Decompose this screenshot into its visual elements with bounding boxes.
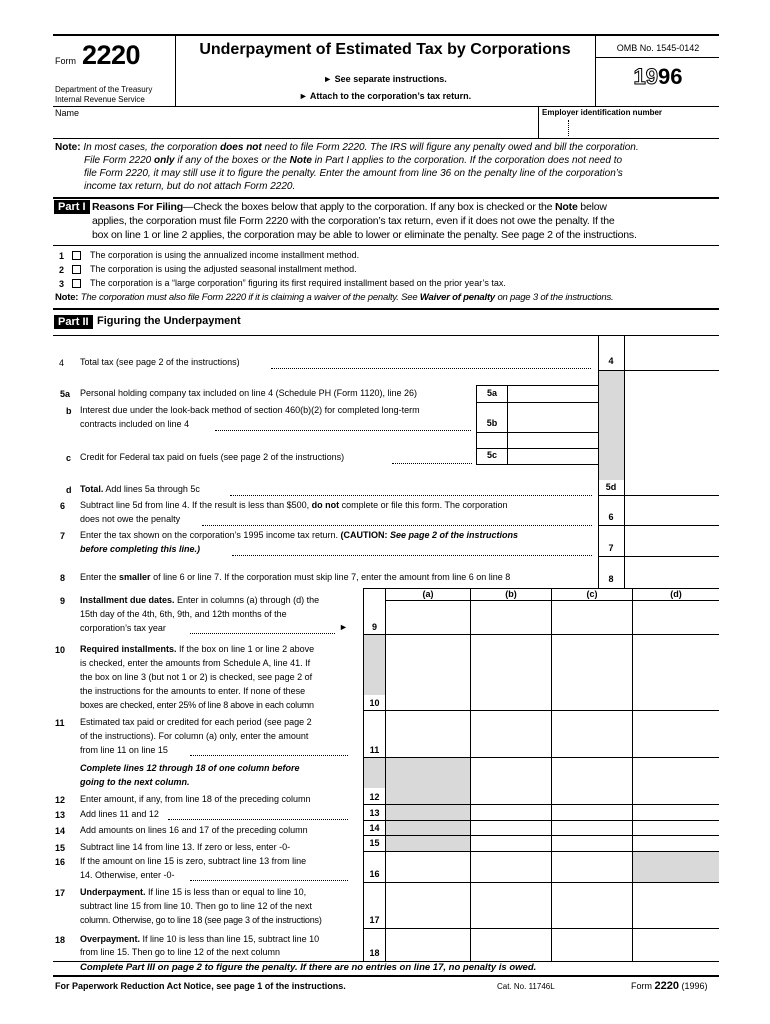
line9-bold: Installment due dates. xyxy=(80,595,175,605)
omb-number: OMB No. 1545-0142 xyxy=(616,43,700,53)
note-label: Note: xyxy=(55,142,81,153)
table-divider-b xyxy=(470,588,471,961)
complete-instruction-1: Complete lines 12 through 18 of one column before xyxy=(80,763,300,773)
line10-number: 10 xyxy=(55,645,66,655)
dept-line2: Internal Revenue Service xyxy=(55,95,145,104)
part1-label: Part I xyxy=(54,200,90,214)
footer-form xyxy=(631,980,708,992)
line6-text1 xyxy=(80,499,508,512)
line18-number: 18 xyxy=(55,935,66,945)
ein-field[interactable] xyxy=(541,120,717,136)
line8-box: 8 xyxy=(608,574,614,584)
line14-box: 14 xyxy=(369,823,380,833)
line12-number: 12 xyxy=(55,795,66,805)
part1-note-label: Note: xyxy=(55,292,79,303)
line7-leader xyxy=(232,555,592,556)
note-text: income tax return, but do not attach Form 2220. xyxy=(84,181,296,192)
line16-text1: If the amount on line 15 is zero, subtract line 13 from line xyxy=(80,856,307,866)
line18-box: 18 xyxy=(369,948,380,958)
year-suffix: 96 xyxy=(658,64,683,89)
tax-year xyxy=(598,64,718,90)
line15-box: 15 xyxy=(369,838,380,848)
ein-divider xyxy=(538,106,539,138)
line8-text-part: smaller xyxy=(119,572,151,582)
table-divider-c xyxy=(551,588,552,961)
part1-text: —Check the boxes below that apply to the corporation. If any box is checked or the xyxy=(182,201,556,213)
line17-text1 xyxy=(80,886,306,899)
line15-number: 15 xyxy=(55,843,66,853)
right-amount-divider xyxy=(624,335,625,589)
reason-2-number: 2 xyxy=(59,265,65,275)
line5c-text: Credit for Federal tax paid on fuels (see page 2 of the instructions) xyxy=(80,452,345,462)
line17-text2: subtract line 15 from line 10. Then go to line 12 of the next xyxy=(80,901,312,911)
line17-box: 17 xyxy=(369,915,380,925)
line8-text-part: of line 6 or line 7. If the corporation must skip line 7, enter the amount from line 6 on line 8 xyxy=(150,572,511,582)
row16-rule xyxy=(363,882,719,883)
header-bottom-rule xyxy=(53,106,719,107)
omb-rule xyxy=(595,57,719,58)
note-text: does not xyxy=(220,142,262,153)
line5b-text1: Interest due under the look-back method of section 460(b)(2) for completed long-term xyxy=(80,405,420,415)
mid-amount-divider xyxy=(507,385,508,464)
part2-label: Part II xyxy=(54,315,93,329)
line7-text: (CAUTION: xyxy=(340,530,390,540)
line8-text xyxy=(80,571,510,584)
shaded-area xyxy=(599,370,624,480)
line5b-number: b xyxy=(66,406,72,416)
note-text: File Form 2220 xyxy=(84,155,155,166)
header-divider-right xyxy=(595,34,596,106)
instructions-line1: ► See separate instructions. xyxy=(323,74,447,84)
line9-col-b[interactable] xyxy=(471,602,551,633)
line11-number: 11 xyxy=(55,718,65,728)
line18-bold: Overpayment. xyxy=(80,934,141,944)
reason-3-checkbox[interactable] xyxy=(72,279,81,288)
row13-rule xyxy=(363,820,719,821)
line11-text2: of the instructions). For column (a) only, enter the amount xyxy=(80,731,309,741)
line7-amount[interactable] xyxy=(626,527,718,555)
line4-number: 4 xyxy=(59,358,65,368)
line10-text1 xyxy=(80,643,314,656)
line10-text3: the box on line 3 (but not 1 or 2) is checked, see page 2 of xyxy=(80,672,313,682)
line6-number: 6 xyxy=(60,501,66,511)
line9-col-a[interactable] xyxy=(386,602,470,633)
row11-rule xyxy=(363,757,719,758)
note-text: need to file Form 2220. The IRS will figure any penalty owed and bill the corporation. xyxy=(261,142,639,153)
line13-number: 13 xyxy=(55,810,66,820)
reason-2-checkbox[interactable] xyxy=(72,265,81,274)
line8-text-part: Enter the xyxy=(80,572,120,582)
row10-rule xyxy=(363,710,719,711)
line5b-leader xyxy=(215,430,471,431)
year-prefix: 19 xyxy=(633,64,658,89)
final-instruction: Complete Part III on page 2 to figure the penalty. If there are no entries on line 17, no penalty is owed. xyxy=(80,962,537,973)
name-bottom-rule xyxy=(53,138,719,139)
footer-form-number: 2220 xyxy=(654,980,679,992)
mid-box-divider xyxy=(476,385,477,464)
line11-text1: Estimated tax paid or credited for each period (see page 2 xyxy=(80,717,312,727)
part1-intro xyxy=(92,200,720,242)
line5d-bold: Total. xyxy=(80,484,104,494)
line9-leader xyxy=(190,633,335,634)
column-b-header: (b) xyxy=(505,589,517,599)
dept-line1: Department of the Treasury xyxy=(55,85,153,94)
column-d-header: (d) xyxy=(670,589,682,599)
line5d-box: 5d xyxy=(605,482,617,492)
line14-number: 14 xyxy=(55,826,66,836)
line5c-amount[interactable] xyxy=(509,449,597,463)
ein-label: Employer identification number xyxy=(542,108,663,117)
name-label: Name xyxy=(55,108,80,118)
line5c-box: 5c xyxy=(486,450,497,460)
form-title: Underpayment of Estimated Tax by Corporations xyxy=(199,41,571,58)
line16-leader xyxy=(190,880,348,881)
line7-text: Enter the tax shown on the corporation’s 1995 income tax return. xyxy=(80,530,341,540)
line13-leader xyxy=(168,819,348,820)
line17-bold: Underpayment. xyxy=(80,887,146,897)
line6-rule xyxy=(598,525,719,526)
line4-box: 4 xyxy=(608,356,614,366)
line7-text1 xyxy=(80,529,518,542)
reason-1-number: 1 xyxy=(59,251,65,261)
note-text: file Form 2220, it may still use it to figure the penalty. Enter the amount from line 36 on the penalty line of the corporation’s xyxy=(84,168,623,179)
part1-text: Note xyxy=(555,201,578,213)
note-text: if any of the boxes or the xyxy=(174,155,290,166)
note-text: In most cases, the corporation xyxy=(83,142,221,153)
line5d-rest: Add lines 5a through 5c xyxy=(103,484,200,494)
line9-text2: 15th day of the 4th, 6th, 9th, and 12th months of the xyxy=(80,609,287,619)
note-text: only xyxy=(154,155,175,166)
line11-text3: from line 11 on line 15 xyxy=(80,745,168,755)
line8-amount[interactable] xyxy=(626,557,718,587)
line9-box: 9 xyxy=(371,622,377,632)
line9-number: 9 xyxy=(60,596,66,606)
line18-text1 xyxy=(80,933,319,946)
line4-leader xyxy=(271,368,591,369)
row12-rule xyxy=(363,804,719,805)
line6-text: do not xyxy=(311,500,340,510)
line17-number: 17 xyxy=(55,888,66,898)
row15-rule xyxy=(363,851,719,852)
line5b-box: 5b xyxy=(486,418,498,428)
line6-amount[interactable] xyxy=(626,496,718,524)
line6-leader xyxy=(202,525,592,526)
line5c-leader xyxy=(392,463,472,464)
line10-text4: the instructions for the amounts to enter. If none of these xyxy=(80,686,306,696)
line9-col-c[interactable] xyxy=(552,602,632,633)
line8-number: 8 xyxy=(60,573,66,583)
part2-title: Figuring the Underpayment xyxy=(97,315,241,327)
line11-box: 11 xyxy=(369,745,380,755)
line5c-number: c xyxy=(66,453,72,463)
line5b-text2: contracts included on line 4 xyxy=(80,419,190,429)
line5a-box: 5a xyxy=(486,388,497,398)
reason-1-text: The corporation is using the annualized income installment method. xyxy=(90,250,360,260)
form-word: Form xyxy=(55,56,76,66)
line6-box: 6 xyxy=(608,512,614,522)
line4-amount[interactable] xyxy=(626,337,718,369)
line10-box: 10 xyxy=(369,698,380,708)
part2-top-rule xyxy=(53,308,719,310)
line18-text2: from line 15. Then go to line 12 of the next column xyxy=(80,947,280,957)
line7-box: 7 xyxy=(608,543,614,553)
line10-text5: boxes are checked, enter 25% of line 8 above in each column xyxy=(80,700,314,710)
line12-text: Enter amount, if any, from line 18 of the preceding column xyxy=(80,794,311,804)
line17-text3: column. Otherwise, go to line 18 (see page 3 of the instructions) xyxy=(80,915,322,925)
line5d-number: d xyxy=(66,485,72,495)
part1-title: Reasons For Filing xyxy=(92,201,183,213)
line5b-amount[interactable] xyxy=(509,403,597,431)
shade-col-d-16 xyxy=(633,851,719,882)
part2-rule xyxy=(53,335,719,336)
line17-rest: If line 15 is less than or equal to line 10, xyxy=(145,887,307,897)
line5a-text: Personal holding company tax included on line 4 (Schedule PH (Form 1120), line 26) xyxy=(80,388,418,398)
line6-text2: does not owe the penalty xyxy=(80,514,181,524)
name-field[interactable] xyxy=(56,118,536,136)
note-text: Note xyxy=(289,155,312,166)
row14-rule xyxy=(363,835,719,836)
shade-box-10 xyxy=(364,634,385,695)
part1-top-rule xyxy=(53,197,719,199)
row17-rule xyxy=(363,928,719,929)
line5a-amount[interactable] xyxy=(509,386,597,401)
line6-text: complete or file this form. The corporation xyxy=(339,500,508,510)
line12-box: 12 xyxy=(369,792,380,802)
line5a-number: 5a xyxy=(60,389,71,399)
complete-instruction-2: going to the next column. xyxy=(80,777,190,787)
part1-text: below xyxy=(577,201,607,213)
line15-text: Subtract line 14 from line 13. If zero or less, enter -0- xyxy=(80,842,291,852)
header-divider-left xyxy=(175,34,176,106)
line10-rest: If the box on line 1 or line 2 above xyxy=(176,644,315,654)
line5d-text xyxy=(80,483,200,496)
part1-note-text: Waiver of penalty xyxy=(419,292,495,303)
table-divider-d xyxy=(632,588,633,961)
line16-number: 16 xyxy=(55,857,66,867)
instructions-line2: ► Attach to the corporation’s tax return. xyxy=(298,91,472,101)
line13-text: Add lines 11 and 12 xyxy=(80,809,159,819)
part1-note-text: The corporation must also file Form 2220 if it is claiming a waiver of the penalty. See xyxy=(80,292,420,303)
line16-box: 16 xyxy=(369,869,380,879)
line9-text3: corporation’s tax year xyxy=(80,623,166,633)
line10-text2: is checked, enter the amounts from Schedule A, line 41. If xyxy=(80,658,311,668)
line5d-amount[interactable] xyxy=(626,481,718,494)
paperwork-notice: For Paperwork Reduction Act Notice, see page 1 of the instructions. xyxy=(55,981,346,991)
bottom-rule xyxy=(53,975,719,977)
part1-text: applies, the corporation must file Form 2220 with the corporation’s tax return, even if it does not owe the penalty. If the xyxy=(92,215,615,227)
footer-form-word: Form xyxy=(631,981,652,991)
part1-text: box on line 1 or line 2 applies, the corporation may be able to lower or eliminate the penalty. See page 2 of the instructions. xyxy=(92,229,637,241)
line4-text: Total tax (see page 2 of the instructions) xyxy=(80,357,240,367)
line7-text: See page 2 of the instructions xyxy=(390,530,519,540)
reason-1-checkbox[interactable] xyxy=(72,251,81,260)
line5b-rule xyxy=(476,432,598,433)
column-c-header: (c) xyxy=(586,589,598,599)
note-text: in Part I applies to the corporation. If the corporation does not need to xyxy=(311,155,623,166)
header-row-rule xyxy=(385,600,719,601)
line7-text2: before completing this line.) xyxy=(80,544,201,554)
line10-bold: Required installments. xyxy=(80,644,177,654)
reason-2-text: The corporation is using the adjusted seasonal installment method. xyxy=(90,264,357,274)
line5c-rule xyxy=(476,464,598,465)
form-number: 2220 xyxy=(82,40,141,70)
line16-text2: 14. Otherwise, enter -0- xyxy=(80,870,175,880)
line9-arrow: ► xyxy=(339,622,348,632)
row9-rule xyxy=(363,634,719,635)
line9-text1 xyxy=(80,594,319,607)
part1-rule xyxy=(53,245,719,246)
line14-text: Add amounts on lines 16 and 17 of the preceding column xyxy=(80,825,308,835)
part1-note-text: on page 3 of the instructions. xyxy=(495,292,614,303)
line9-rest: Enter in columns (a) through (d) the xyxy=(174,595,320,605)
top-rule xyxy=(53,34,719,36)
part1-note xyxy=(55,292,719,303)
column-a-header: (a) xyxy=(422,589,434,599)
line5d-leader xyxy=(230,495,592,496)
line4-rule xyxy=(598,370,719,371)
line18-rest: If line 10 is less than line 15, subtract line 10 xyxy=(140,934,320,944)
footer-year: (1996) xyxy=(681,981,708,991)
line9-col-d[interactable] xyxy=(633,602,719,633)
note-block xyxy=(55,141,719,193)
reason-3-text: The corporation is a “large corporation” figuring its first required installment based on the prior year’s tax. xyxy=(90,278,506,288)
line7-number: 7 xyxy=(60,531,66,541)
shade-box-complete xyxy=(364,757,385,788)
line6-text: Subtract line 5d from line 4. If the result is less than $500, xyxy=(80,500,312,510)
catalog-number: Cat. No. 11746L xyxy=(497,982,555,991)
line11-leader xyxy=(190,755,348,756)
line13-box: 13 xyxy=(369,808,380,818)
reason-3-number: 3 xyxy=(59,279,65,289)
